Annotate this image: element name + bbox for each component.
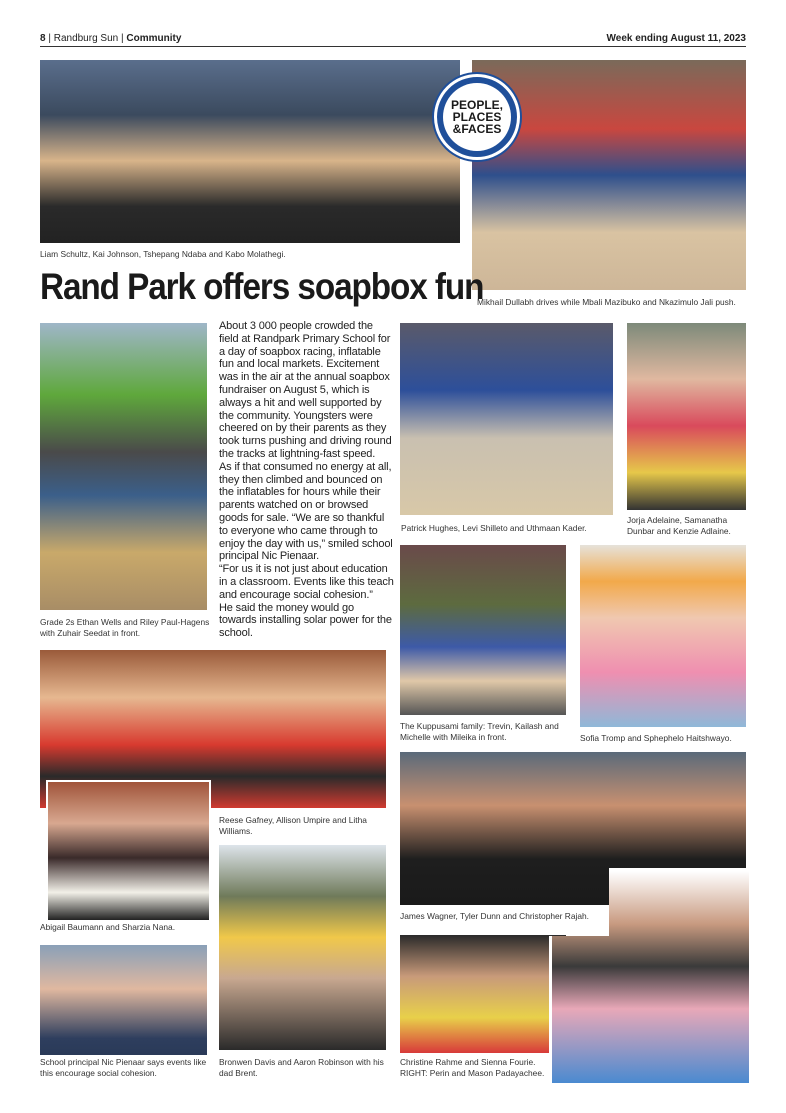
caption: James Wagner, Tyler Dunn and Christopher Rajah. bbox=[400, 911, 605, 922]
caption: Patrick Hughes, Levi Shilleto and Uthmaan Kader. bbox=[401, 523, 587, 533]
section-name: Community bbox=[126, 33, 182, 44]
caption: School principal Nic Pienaar says events like this encourage social cohesion. bbox=[40, 1057, 207, 1078]
logo-text: &FACES bbox=[452, 122, 502, 136]
page-header-left: 8 | Randburg Sun | Community bbox=[40, 33, 182, 44]
photo-abigail-sharzia bbox=[46, 780, 211, 922]
article-paragraph: About 3 000 people crowded the field at Randpark Primary School for a day of soapbox racing, inflatable fun and local markets. Excitement was in the air at the annual soapbox fundraiser on August 5, which is always a hit and well supported by the community. Youngsters were cheered on by their parents as they took turns pushing and driving round the tracks at lightning-fast speed. bbox=[219, 320, 392, 460]
article-paragraph: As if that consumed no energy at all, they then climbed and bounced on the inflatables for hours while their parents watched on or browsed goods for sale. “We are so thankful to everyone who came through to enjoy the day with us,” smiled school principal Nic Pienaar. bbox=[219, 460, 393, 563]
publication-name: Randburg Sun bbox=[53, 33, 119, 44]
article-paragraph: He said the money would go towards installing solar power for the school. bbox=[219, 601, 392, 640]
page-number: 8 bbox=[40, 33, 46, 44]
people-places-faces-logo bbox=[434, 74, 520, 160]
caption: The Kuppusami family: Trevin, Kailash and Michelle with Mileika in front. bbox=[400, 721, 559, 742]
caption: Jorja Adelaine, Samanatha Dunbar and Kenzie Adlaine. bbox=[627, 515, 731, 536]
caption: Christine Rahme and Sienna Fourie. RIGHT: Perin and Mason Padayachee. bbox=[400, 1057, 545, 1078]
photo-jorja-samantha-kenzie bbox=[627, 323, 746, 510]
photo-bronwen-aaron-brent bbox=[219, 845, 386, 1050]
caption: Liam Schultz, Kai Johnson, Tshepang Ndaba and Kabo Molathegi. bbox=[40, 249, 286, 259]
caption: Bronwen Davis and Aaron Robinson with his dad Brent. bbox=[219, 1057, 384, 1078]
photo-sofia-sphephelo bbox=[580, 545, 746, 727]
logo-text: PEOPLE, bbox=[450, 98, 503, 112]
caption: Abigail Baumann and Sharzia Nana. bbox=[40, 922, 176, 932]
caption: Reese Gafney, Allison Umpire and Litha Williams. bbox=[219, 815, 367, 836]
caption: Sofia Tromp and Sphephelo Haitshwayo. bbox=[580, 733, 732, 743]
photo-kuppusami-family bbox=[400, 545, 566, 715]
caption: Mikhail Dullabh drives while Mbali Mazibuko and Nkazimulo Jali push. bbox=[477, 297, 736, 307]
photo-christine-sienna bbox=[400, 935, 566, 1053]
photo-principal-nic-pienaar bbox=[40, 945, 207, 1055]
caption: Grade 2s Ethan Wells and Riley Paul-Hagens with Zuhair Seedat in front. bbox=[40, 617, 210, 638]
photo-blue-hats-soapbox bbox=[400, 323, 613, 515]
header-rule bbox=[40, 46, 746, 47]
logo-text: PLACES bbox=[452, 110, 502, 124]
issue-date: Week ending August 11, 2023 bbox=[606, 33, 746, 44]
photo-face-paint-kids bbox=[40, 60, 460, 243]
article-body bbox=[219, 320, 394, 640]
article-paragraph: “For us it is not just about education in a classroom. Events like this teach and encourage social cohesion.” bbox=[219, 563, 394, 601]
headline: Rand Park offers soapbox fun bbox=[40, 266, 484, 307]
photo-grade2-soapbox bbox=[40, 323, 207, 610]
